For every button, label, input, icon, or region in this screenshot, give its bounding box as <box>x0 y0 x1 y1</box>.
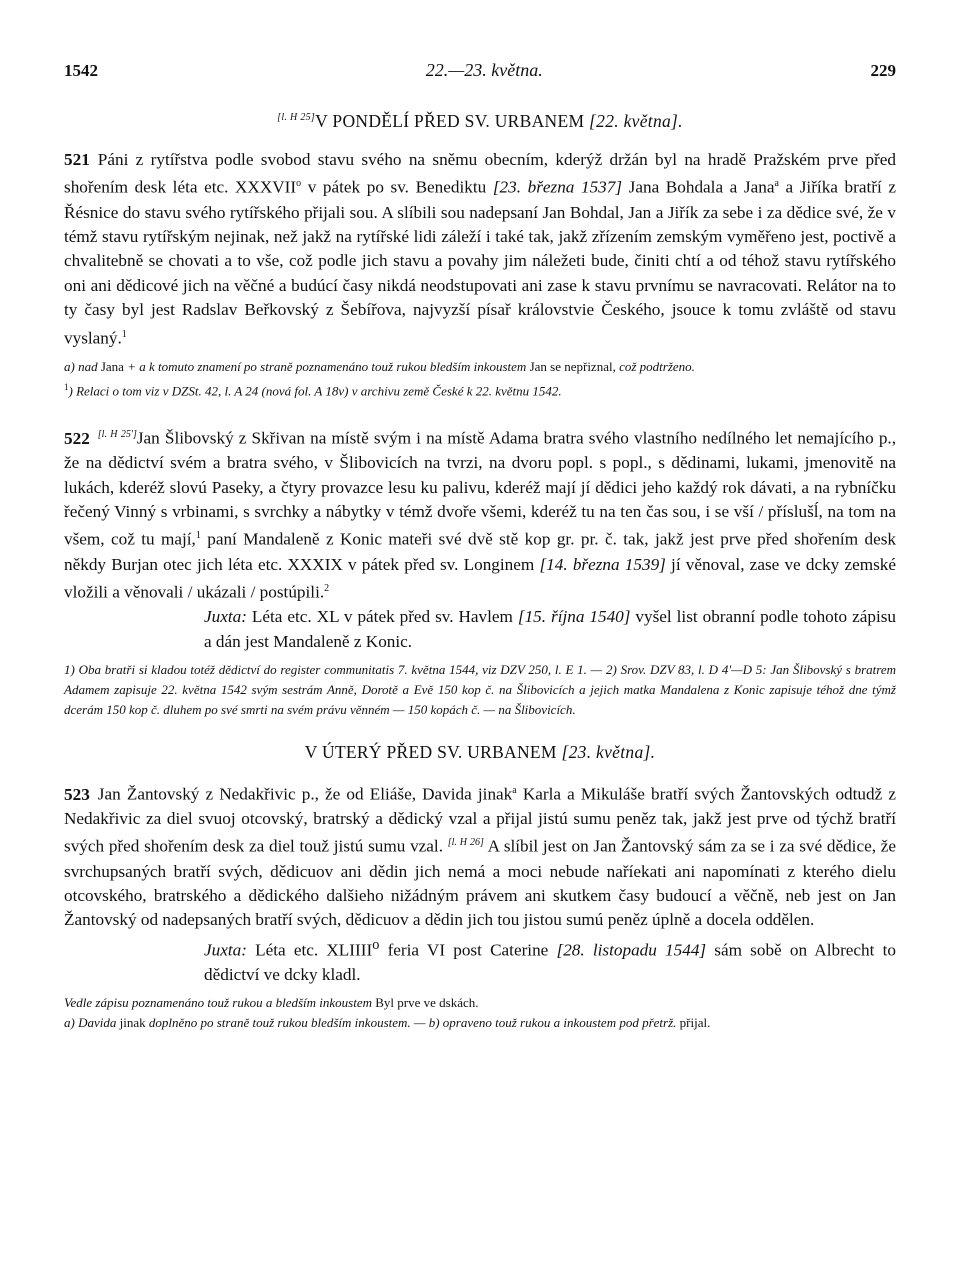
editorial-date: [14. března 1539] <box>539 554 666 574</box>
entry-text: jí věnoval, zase ve dcky zemské vložili a věnovali / ukázali / postúpili. <box>64 554 897 602</box>
folio-reference: [l. H 25] <box>277 112 316 124</box>
juxta-522: Juxta: Léta etc. XL v pátek před sv. Havlem [15. října 1540] vyšel list obranní podle tohoto zápisu a dán jest Mandaleně z Konic. <box>204 607 896 651</box>
year-label: 1542 <box>64 61 98 80</box>
entry-text: v pátek po sv. Benediktu <box>301 178 493 198</box>
marginal-note-523: Vedle zápisu poznamenáno touž rukou a bledším inkoustem Byl prve ve dskách. <box>64 995 479 1011</box>
entry-text: A slíbil jest on Jan Žantovský sám za se i za své dědice, že svrchupsaných bratří svých, dědicuov ani dědin jich nemá a moci nebude naříekati ani napomínati z kterého dielu otcovského, bratrského a dědického dalšieho nižádným právem ani skutkem časy budoucí a věčně, neb jest on Jan Žantovský od nadepsaných bratří svých, dědicuov a dědin jich tou jistou sumú peněz úplně a docela oddělen. <box>64 837 896 930</box>
footnote-marker: 1 <box>195 530 201 542</box>
entry-number: 521 <box>64 150 90 169</box>
entry-text: Jan Žantovský z Nedakřivic p., že od Eliáše, Davida jinak <box>97 784 513 804</box>
note-marker: a <box>512 784 517 796</box>
entry-text: Karla a Mikuláše bratří svých Žantovských odtudž z Nedakřivic za diel svuoj otcovský, bratrský a dědický vzal a přijal jistú sumu peněz tak, jakž jest prve od týchž bratří svých před shořením desk za diel touž jistú sumu vzal. <box>64 784 896 857</box>
entry-522 <box>64 423 896 605</box>
editorial-date: [15. října 1540] <box>517 607 631 627</box>
running-header <box>64 60 896 81</box>
section-date: [23. května]. <box>561 741 656 762</box>
folio-reference: [l. H 25'] <box>97 429 137 441</box>
document-page <box>64 60 896 1033</box>
editorial-date: [23. března 1537] <box>492 178 623 198</box>
textual-notes-523: a) Davida jinak doplněno po straně touž rukou bledším inkoustem. — b) opraveno touž rukou a inkoustem pod přetrž. přijal. <box>64 1015 711 1031</box>
date-range-title: 22.—23. května. <box>425 60 543 80</box>
section-heading-monday <box>64 111 896 132</box>
folio-reference: [l. H 26] <box>447 837 484 849</box>
entry-text: Páni z rytířstva podle svobod stavu svého na sněmu obecním, kderýž držán byl na hradě Pražském prve před shořením desk léta etc. XXXVII <box>64 150 896 198</box>
entry-text: a Jiříka bratří z Řésnice do stavu svého rytířského přijali sou. A slíbili sou nadepsaní Jan Bohdal, Jan a Jiřík za sebe i za dědice své, že v témž stavu rytířským nejinak, než jakž na rytířské lidi záleží i také tak, jakž zřízením zemským vyměřeno jest, poctivě a chvalitebně se chovati a to vše, což podle jich stavu a povahy jim náležeti bude, činiti chtí a od téhož stavu rytířského oni ani dědicové jich na věčné a budúcí časy nikdá neodstupovati ani zase k stavu prvnímu se navracovati. Relátor na to ty časy byl jest Radslav Beřkovský z Šebířova, najvyzší písař královstvie Českého, jsouce k tomu zvláště od stavu vyslaný. <box>64 178 896 348</box>
footnote-marker: 2 <box>324 582 330 594</box>
page-number: 229 <box>870 61 896 80</box>
entry-number: 522 <box>64 428 90 448</box>
entry-text: paní Mandaleně z Konic mateři své dvě stě kop gr. pr. č. tak, jakž jest prve před shořením desk někdy Burjan otec jich léta etc. XXXIX v pátek před sv. Longinem <box>64 530 896 574</box>
textual-note-521: a) nad Jana + a k tomuto znamení po straně poznamenáno touž rukou bledším inkoustem Jan se nepřiznal, což podtrženo. <box>64 358 695 374</box>
entry-number: 523 <box>64 784 90 804</box>
juxta-label: Juxta: <box>204 940 247 960</box>
editorial-date: [28. listopadu 1544] <box>556 940 707 960</box>
section-date: [22. května]. <box>589 111 683 131</box>
section-heading-tuesday <box>64 742 896 763</box>
footnote-marker: 1 <box>121 328 127 340</box>
footnotes-522: 1) Oba bratři si kladou totéž dědictví do register communitatis 7. května 1544, viz DZV 250, l. E 1. — 2) Srov. DZV 83, l. D 4'—D 5: Jan Šlibovský s bratrem Adamem zapisuje 22. května 1542 svým sestrám Anně, Dorotě a Evě 150 kop č. na Šlibovicích a jejich matka Mandalena z Konic zapisuje téhož dne týmž dcerám 150 kop č. dluhem po své smrti na svém právu věnném — 150 kopách č. — na Šlibovicích. <box>64 661 896 717</box>
section-title: V ÚTERÝ PŘED SV. URBANEM <box>304 741 557 762</box>
superscript: o <box>296 178 302 190</box>
footnote-521: $^1$) Relaci o tom viz v DZSt. 42, l. A 24 (nová fol. A 18v) v archivu země České k 22. květnu 1542. <box>64 381 562 399</box>
juxta-label: Juxta: <box>204 607 247 627</box>
entry-text: Jan Šlibovský z Skřivan na místě svým i na místě Adama bratra svého vlastního nedílného let nemajícího p., že na dědictví svém a bratra svého, v Šlibovicích na tvrzi, na dvoru popl. s popl., s dědinami, lukami, jmenovitě na lukách, kderéž slovú Paseky, a čtyry provazce lesu ku palivu, kderéž mají jí dědici jeho každý rok dávati, a na rybníčku řečený Vinný s vrbinami, s svrchky a nábytky v témž dvoře všemi, kderéž tu na ten čas sou, i se vší / příslušĺ, na tom na všem, což tu mají, <box>64 428 897 550</box>
entry-523 <box>64 779 896 933</box>
entry-521 <box>64 148 896 351</box>
section-title: V PONDĚLÍ PŘED SV. URBANEM <box>315 111 585 131</box>
note-marker: a <box>774 178 779 190</box>
juxta-523: Juxta: Léta etc. XLIIII$^o$ feria VI post Caterine [28. listopadu 1544] sám sobě on Albrecht to dědictví ve dcky kladl. <box>204 936 896 984</box>
entry-text: Jana Bohdala a Jana <box>622 178 775 198</box>
